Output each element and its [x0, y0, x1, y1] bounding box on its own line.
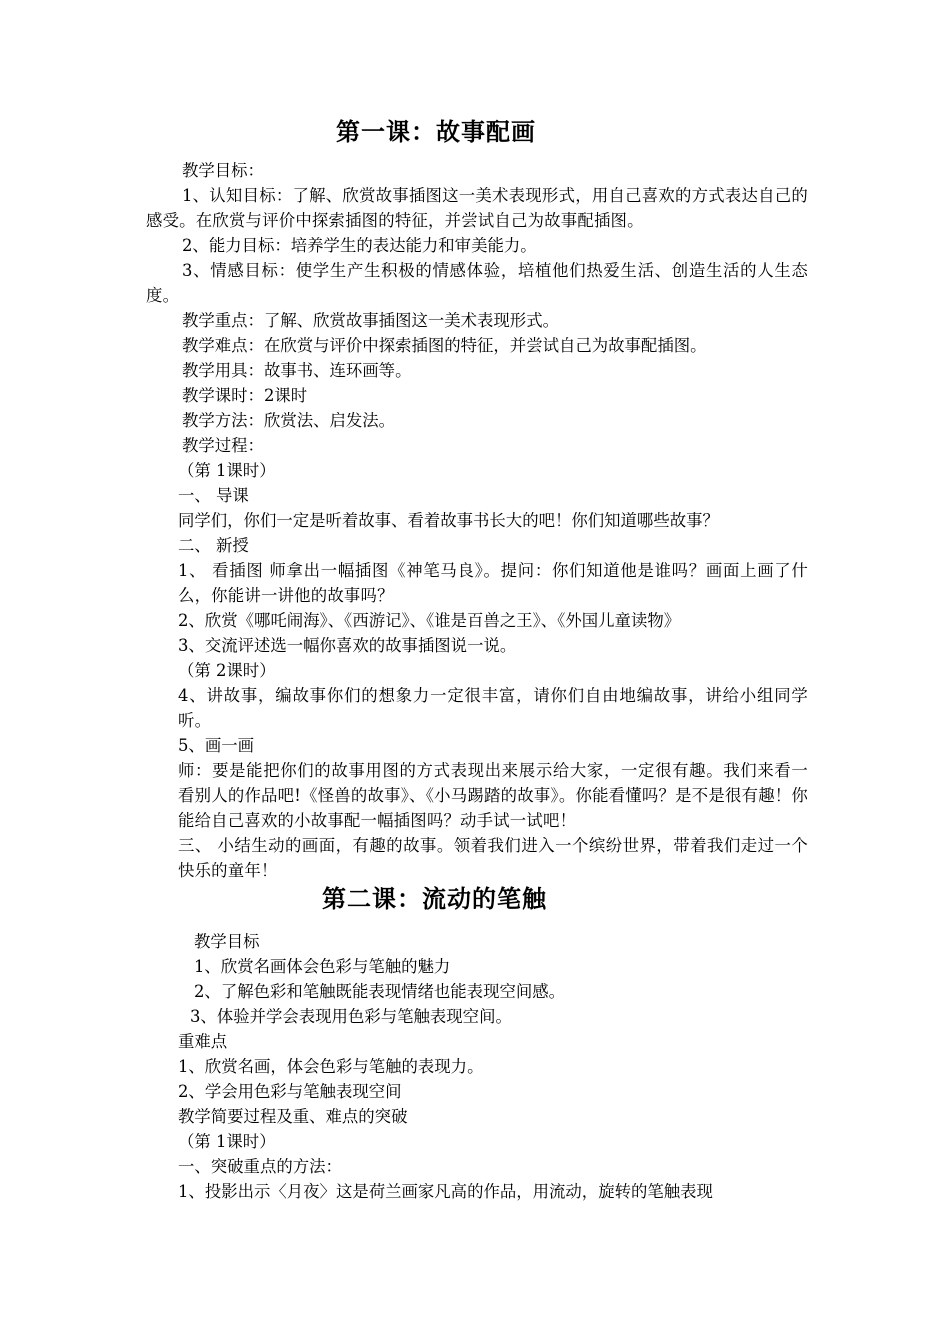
document-body [146, 116, 808, 1204]
lesson1-section2-item4: 4、讲故事，编故事你们的想象力一定很丰富，请你们自由地编故事，讲给小组同学听。 [178, 686, 808, 730]
lesson2-method-1: 1、投影出示〈月夜〉这是荷兰画家凡高的作品，用流动，旋转的笔触表现 [178, 1182, 713, 1201]
lesson1-objectives-heading: 教学目标： [182, 161, 264, 180]
lesson1-section2-item5-text: 师：要是能把你们的故事用图的方式表现出来展示给大家，一定很有趣。我们来看一看别人的作品吧!《怪兽的故事》、《小马踢踏的故事》。你能看懂吗？是不是很有趣！你能给自己喜欢的小故事配一幅插图吗？动手试一试吧！ [178, 761, 808, 830]
lesson1-section2-item1: 1、 看插图 师拿出一幅插图《神笔马良》。提问：你们知道他是谁吗？画面上画了什么，你能讲一讲他的故事吗？ [178, 561, 808, 605]
lesson1-period-1: （第 1课时） [178, 461, 276, 480]
lesson1-section2-heading: 二、 新授 [178, 536, 249, 555]
lesson1-section2-item3: 3、交流评述选一幅你喜欢的故事插图说一说。 [178, 636, 517, 655]
lesson2-objective-3: 3、体验并学会表现用色彩与笔触表现空间。 [190, 1007, 512, 1026]
lesson1-hours: 教学课时：2课时 [182, 386, 308, 405]
lesson2-period-1: （第 1课时） [178, 1132, 276, 1151]
lesson1-title: 第一课：故事配画 [336, 118, 536, 146]
lesson1-difficulty: 教学难点：在欣赏与评价中探索插图的特征，并尝试自己为故事配插图。 [182, 336, 707, 355]
lesson2-key-heading: 重难点 [178, 1032, 228, 1051]
lesson1-period-2: （第 2课时） [178, 661, 276, 680]
lesson1-goal-emotion: 3、情感目标：使学生产生积极的情感体验，培植他们热爱生活、创造生活的人生态度。 [146, 261, 808, 305]
lesson2-objective-2: 2、了解色彩和笔触既能表现情绪也能表现空间感。 [194, 982, 566, 1001]
lesson2-objective-1: 1、欣赏名画体会色彩与笔触的魅力 [194, 957, 451, 976]
lesson1-tools: 教学用具：故事书、连环画等。 [182, 361, 412, 380]
lesson1-methods: 教学方法：欣赏法、启发法。 [182, 411, 396, 430]
lesson1-section3: 三、 小结生动的画面，有趣的故事。领着我们进入一个缤纷世界，带着我们走过一个快乐的童年！ [178, 836, 808, 880]
lesson2-objectives-heading: 教学目标 [194, 932, 260, 951]
lesson2-process-heading: 教学简要过程及重、难点的突破 [178, 1107, 408, 1126]
lesson2-method-heading: 一、突破重点的方法： [178, 1157, 342, 1176]
lesson1-process-heading: 教学过程： [182, 436, 264, 455]
lesson1-goal-cognitive: 1、认知目标：了解、欣赏故事插图这一美术表现形式，用自己喜欢的方式表达自己的感受。在欣赏与评价中探索插图的特征，并尝试自己为故事配插图。 [146, 186, 808, 230]
lesson1-section1-text: 同学们，你们一定是听着故事、看着故事书长大的吧！你们知道哪些故事？ [178, 511, 719, 530]
lesson2-key-1: 1、欣赏名画，体会色彩与笔触的表现力。 [178, 1057, 484, 1076]
lesson1-section2-item2: 2、欣赏《哪吒闹海》、《西游记》、《谁是百兽之王》、《外国儿童读物》 [178, 611, 681, 630]
lesson1-section2-item5: 5、画一画 [178, 736, 254, 755]
lesson2-key-2: 2、学会用色彩与笔触表现空间 [178, 1082, 402, 1101]
lesson1-section1-heading: 一、 导课 [178, 486, 249, 505]
lesson1-key-point: 教学重点：了解、欣赏故事插图这一美术表现形式。 [182, 311, 559, 330]
lesson2-title: 第二课：流动的笔触 [322, 885, 547, 913]
lesson1-goal-ability: 2、能力目标：培养学生的表达能力和审美能力。 [182, 236, 537, 255]
